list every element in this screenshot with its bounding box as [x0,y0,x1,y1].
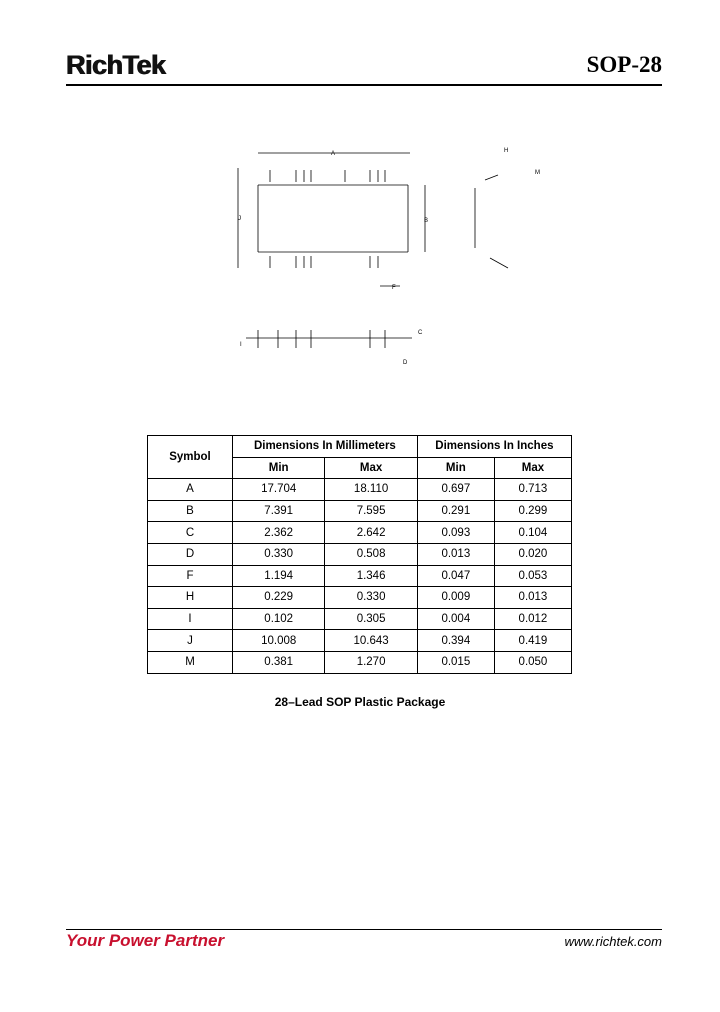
label-c: C [418,330,423,336]
label-f: F [392,285,396,291]
label-m: M [535,170,540,176]
in-min-cell: 0.697 [417,479,494,501]
footer-tagline: Your Power Partner [66,931,225,950]
table-row [148,500,572,522]
mm-min-cell: 0.102 [233,608,325,630]
inches-header: Dimensions In Inches [417,436,571,458]
mm-min-cell: 0.330 [233,543,325,565]
in-max-cell: 0.419 [494,630,571,652]
in-min-cell: 0.009 [417,587,494,609]
mm-max-cell: 2.642 [325,522,417,544]
in-min-cell: 0.394 [417,630,494,652]
in-min-cell: 0.291 [417,500,494,522]
end-view-pins [258,330,385,348]
dimensions-table [147,435,572,674]
table-row [148,479,572,501]
label-a: A [331,151,336,157]
symbol-cell: A [148,479,233,501]
mm-max-cell: 0.508 [325,543,417,565]
package-outline-drawing [230,140,550,380]
label-h: H [504,148,509,154]
label-j: J [238,216,241,222]
in-min-cell: 0.015 [417,651,494,673]
symbol-cell: J [148,630,233,652]
mm-min-cell: 0.381 [233,651,325,673]
top-pins [270,170,385,182]
mm-max-cell: 0.305 [325,608,417,630]
symbol-cell: D [148,543,233,565]
mm-max-cell: 1.346 [325,565,417,587]
footer-rule [66,929,662,930]
bottom-pins [270,256,378,268]
symbol-cell: H [148,587,233,609]
mm-min-cell: 7.391 [233,500,325,522]
label-i: I [240,342,242,348]
symbol-cell: C [148,522,233,544]
mm-max-cell: 18.110 [325,479,417,501]
symbol-cell: F [148,565,233,587]
side-view-top-lead [485,175,498,180]
symbol-cell: I [148,608,233,630]
in-max-cell: 0.053 [494,565,571,587]
label-d: D [403,360,408,366]
in-min-cell: 0.093 [417,522,494,544]
table-row [148,587,572,609]
in-max-cell: 0.012 [494,608,571,630]
mm-max-header: Max [325,457,417,479]
in-max-header: Max [494,457,571,479]
in-max-cell: 0.050 [494,651,571,673]
symbol-header: Symbol [148,436,233,479]
mm-max-cell: 7.595 [325,500,417,522]
page-title: SOP-28 [586,52,662,77]
mm-max-cell: 0.330 [325,587,417,609]
symbol-cell: B [148,500,233,522]
mm-max-cell: 10.643 [325,630,417,652]
table-row [148,522,572,544]
in-max-cell: 0.104 [494,522,571,544]
mm-min-cell: 10.008 [233,630,325,652]
table-row [148,608,572,630]
logo-underline [66,84,236,86]
symbol-cell: M [148,651,233,673]
mm-header: Dimensions In Millimeters [233,436,418,458]
in-max-cell: 0.299 [494,500,571,522]
in-min-header: Min [417,457,494,479]
label-b: B [424,218,429,224]
footer-website-link[interactable]: www.richtek.com [564,934,662,949]
mm-min-cell: 1.194 [233,565,325,587]
in-min-cell: 0.047 [417,565,494,587]
table-row [148,630,572,652]
table-row [148,565,572,587]
table-row [148,651,572,673]
mm-min-cell: 17.704 [233,479,325,501]
mm-max-cell: 1.270 [325,651,417,673]
header-rule [236,84,662,86]
in-min-cell: 0.013 [417,543,494,565]
table-row [148,543,572,565]
mm-min-header: Min [233,457,325,479]
mm-min-cell: 2.362 [233,522,325,544]
in-max-cell: 0.020 [494,543,571,565]
side-view-bottom-lead [490,258,508,268]
in-max-cell: 0.013 [494,587,571,609]
mm-min-cell: 0.229 [233,587,325,609]
richtek-logo: RichTek [66,50,166,80]
in-min-cell: 0.004 [417,608,494,630]
table-caption: 28–Lead SOP Plastic Package [274,695,446,709]
in-max-cell: 0.713 [494,479,571,501]
